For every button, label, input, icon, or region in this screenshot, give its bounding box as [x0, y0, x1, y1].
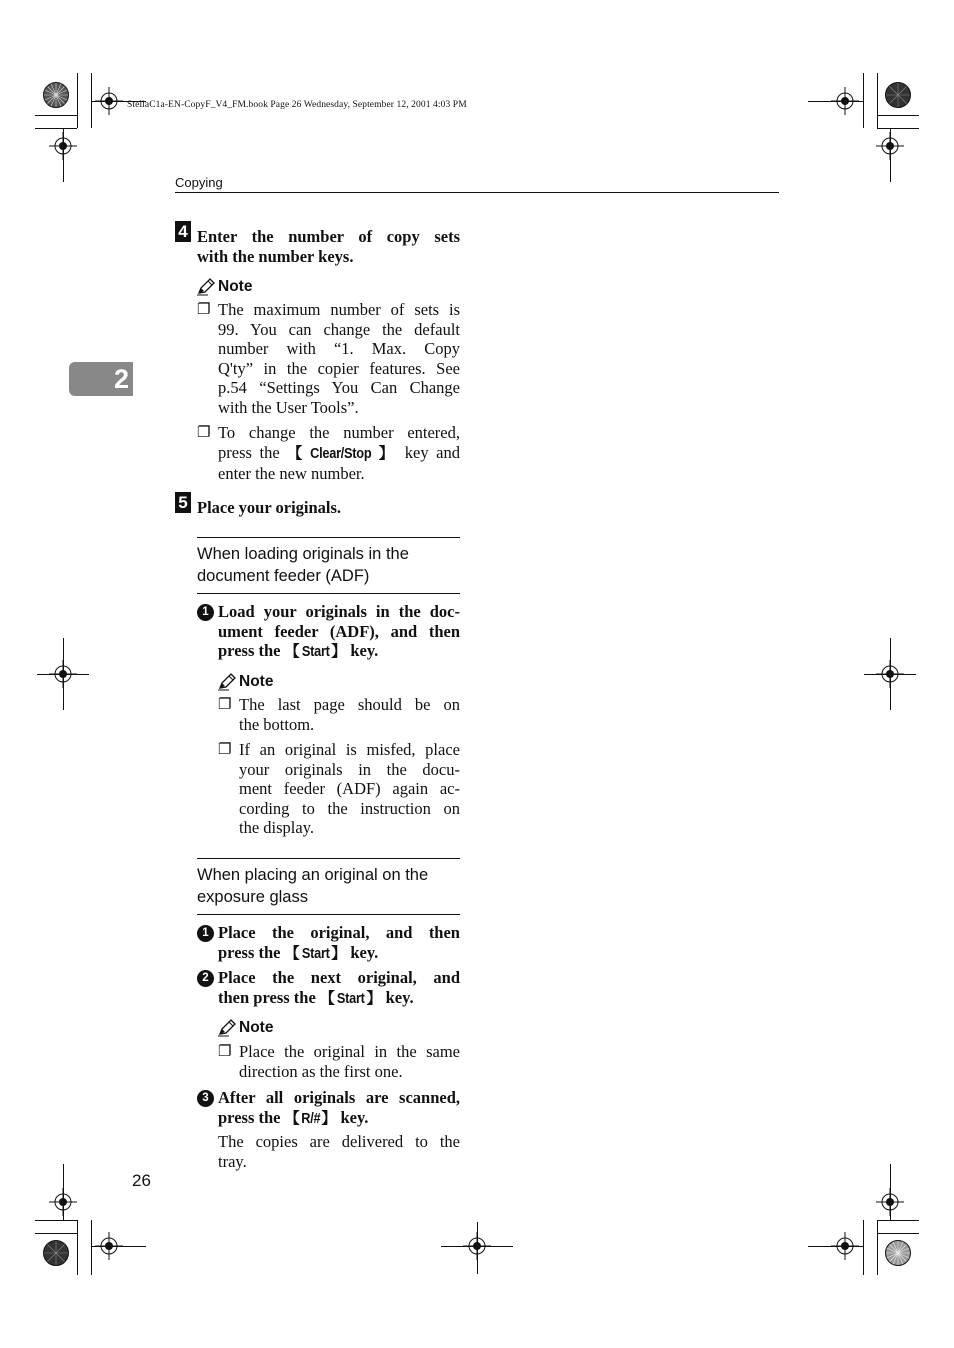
pencil-note-icon [217, 1019, 237, 1037]
checkbox-bullet-icon: ❐ [197, 423, 211, 441]
note-heading: Note [196, 278, 252, 296]
substep-number: 3 [197, 1090, 214, 1107]
section-heading-adf: When loading originals in the document feeder (ADF) [197, 537, 460, 594]
step-number: 5 [175, 492, 191, 513]
step-text: Place your originals. [197, 498, 342, 517]
substep-text: After all originals are scanned, press the 【R/#】 key. [218, 1088, 460, 1129]
pencil-note-icon [217, 673, 237, 691]
substep-number: 2 [197, 970, 214, 987]
note-item: The maximum number of sets is 99. You can change the default number with “1. Max. Copy Q'ty” in the copier features. See p.54 “Settings You Can Change with the User Tools”. [218, 300, 460, 417]
step-text: Enter the number of copy sets with the number keys. [197, 227, 460, 266]
note-item: If an original is misfed, place your originals in the docu- ment feeder (ADF) again ac- cording to the instruction on the display. [239, 740, 460, 838]
start-key: Start [301, 945, 330, 962]
note-item: The last page should be on the bottom. [239, 695, 460, 734]
page-number: 26 [132, 1171, 151, 1190]
color-bar-icon [42, 1239, 70, 1267]
note-item: To change the number entered, press the 【 Clear/Stop 】 key and enter the new number. [218, 423, 460, 484]
substep-number: 1 [197, 604, 214, 621]
start-key: Start [336, 990, 365, 1007]
checkbox-bullet-icon: ❐ [218, 740, 232, 758]
checkbox-bullet-icon: ❐ [218, 695, 232, 713]
substep-number: 1 [197, 925, 214, 942]
substep-text: Place the original, and then press the 【 Start 】 key. [218, 923, 460, 964]
header-rule [175, 192, 779, 193]
color-bar-icon [884, 81, 912, 109]
checkbox-bullet-icon: ❐ [197, 300, 211, 318]
checkbox-bullet-icon: ❐ [218, 1042, 232, 1060]
r-hash-key: R/# [300, 1110, 321, 1127]
pencil-note-icon [196, 278, 216, 296]
color-bar-icon [884, 1239, 912, 1267]
clear-stop-key: Clear/Stop [309, 445, 372, 462]
result-text: The copies are delivered to the tray. [218, 1132, 460, 1171]
note-heading: Note [217, 673, 273, 691]
running-head: Copying [175, 175, 223, 190]
substep-text: Load your originals in the doc- ument feeder (ADF), and then press the 【 Start 】 key. [218, 602, 460, 663]
substep-text: Place the next original, and then press the 【 Start 】 key. [218, 968, 460, 1009]
step-number: 4 [175, 221, 191, 242]
chapter-tab: 2 [69, 362, 133, 396]
start-key: Start [301, 644, 330, 661]
note-item: Place the original in the same direction as the first one. [239, 1042, 460, 1081]
section-heading-exposure-glass: When placing an original on the exposure glass [197, 858, 460, 915]
print-info: StellaC1a-EN-CopyF_V4_FM.book Page 26 Wednesday, September 12, 2001 4:03 PM [127, 100, 467, 110]
color-bar-icon [42, 81, 70, 109]
note-heading: Note [217, 1019, 273, 1037]
